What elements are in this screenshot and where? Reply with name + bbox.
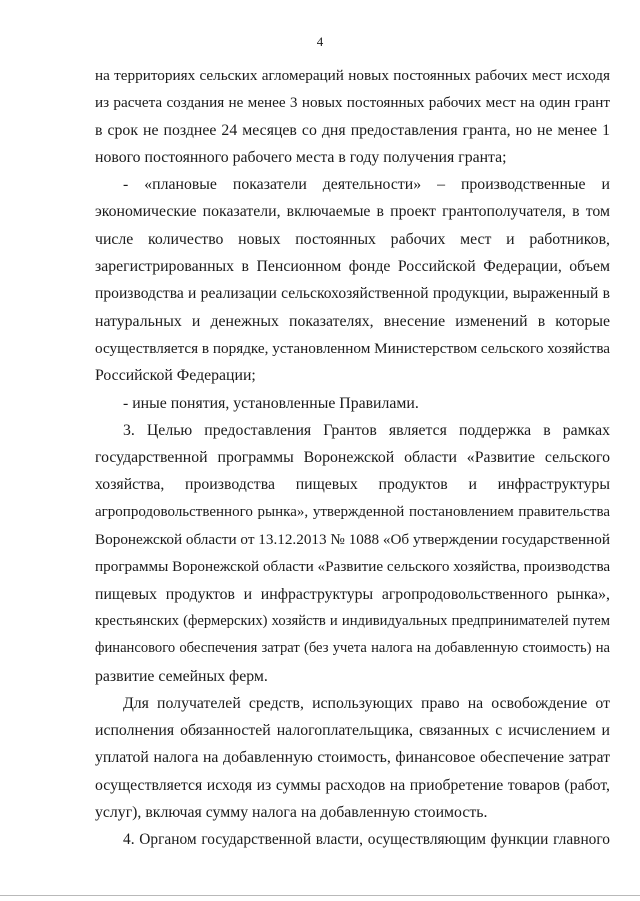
text-line: пищевых продуктов и инфраструктуры агропродовольственного рынка», bbox=[95, 585, 610, 603]
text-line: услуг), включая сумму налога на добавленную стоимость. bbox=[95, 804, 488, 822]
text-line: финансового обеспечения затрат (без учета налога на добавленную стоимость) на bbox=[95, 640, 610, 657]
text-line: числе количество новых постоянных рабочих мест и работников, bbox=[95, 230, 610, 248]
text-line: исполнения обязанностей налогоплательщика, связанных с исчислением и bbox=[95, 722, 610, 740]
text-line: Для получателей средств, использующих право на освобождение от bbox=[123, 694, 610, 712]
text-line: Воронежской области от 13.12.2013 № 1088 «Об утверждении государственной bbox=[95, 531, 610, 549]
text-line: из расчета создания не менее 3 новых постоянных рабочих мест на один грант bbox=[95, 94, 610, 112]
text-line: экономические показатели, включаемые в проект грантополучателя, в том bbox=[95, 203, 610, 221]
text-line: производства и реализации сельскохозяйственной продукции, выраженный в bbox=[95, 285, 610, 303]
text-line: развитие семейных ферм. bbox=[95, 667, 268, 685]
text-line: осуществляется в порядке, установленном Министерством сельского хозяйства bbox=[95, 339, 611, 357]
page-number: 4 bbox=[316, 34, 324, 49]
text-line: зарегистрированных в Пенсионном фонде Российской Федерации, объем bbox=[95, 258, 610, 276]
text-line: государственной программы Воронежской области «Развитие сельского bbox=[95, 449, 610, 467]
document-body bbox=[95, 62, 610, 854]
text-line: натуральных и денежных показателях, внесение изменений в которые bbox=[95, 312, 610, 330]
text-line: уплатой налога на добавленную стоимость, финансовое обеспечение затрат bbox=[95, 749, 610, 767]
text-line: - иные понятия, установленные Правилами. bbox=[123, 394, 419, 412]
text-line: в срок не позднее 24 месяцев со дня предоставления гранта, но не менее 1 bbox=[95, 121, 610, 139]
text-line: 4. Органом государственной власти, осуществляющим функции главного bbox=[123, 831, 610, 849]
text-line: агропродовольственного рынка», утвержденной постановлением правительства bbox=[95, 503, 610, 520]
text-line: - «плановые показатели деятельности» – производственные и bbox=[123, 176, 610, 194]
page-bottom-edge bbox=[0, 895, 640, 896]
text-line: крестьянских (фермерских) хозяйств и индивидуальных предпринимателей путем bbox=[95, 612, 610, 629]
text-line: хозяйства, производства пищевых продуктов и инфраструктуры bbox=[95, 476, 610, 494]
text-line: программы Воронежской области «Развитие сельского хозяйства, производства bbox=[95, 558, 611, 576]
text-line: на территориях сельских агломераций новых постоянных рабочих мест исходя bbox=[95, 67, 610, 84]
text-line: Российской Федерации; bbox=[95, 367, 256, 385]
text-line: нового постоянного рабочего места в году получения гранта; bbox=[95, 148, 507, 166]
text-line: осуществляется исходя из суммы расходов на приобретение товаров (работ, bbox=[95, 776, 610, 794]
text-line: 3. Целью предоставления Грантов является поддержка в рамках bbox=[123, 421, 610, 439]
